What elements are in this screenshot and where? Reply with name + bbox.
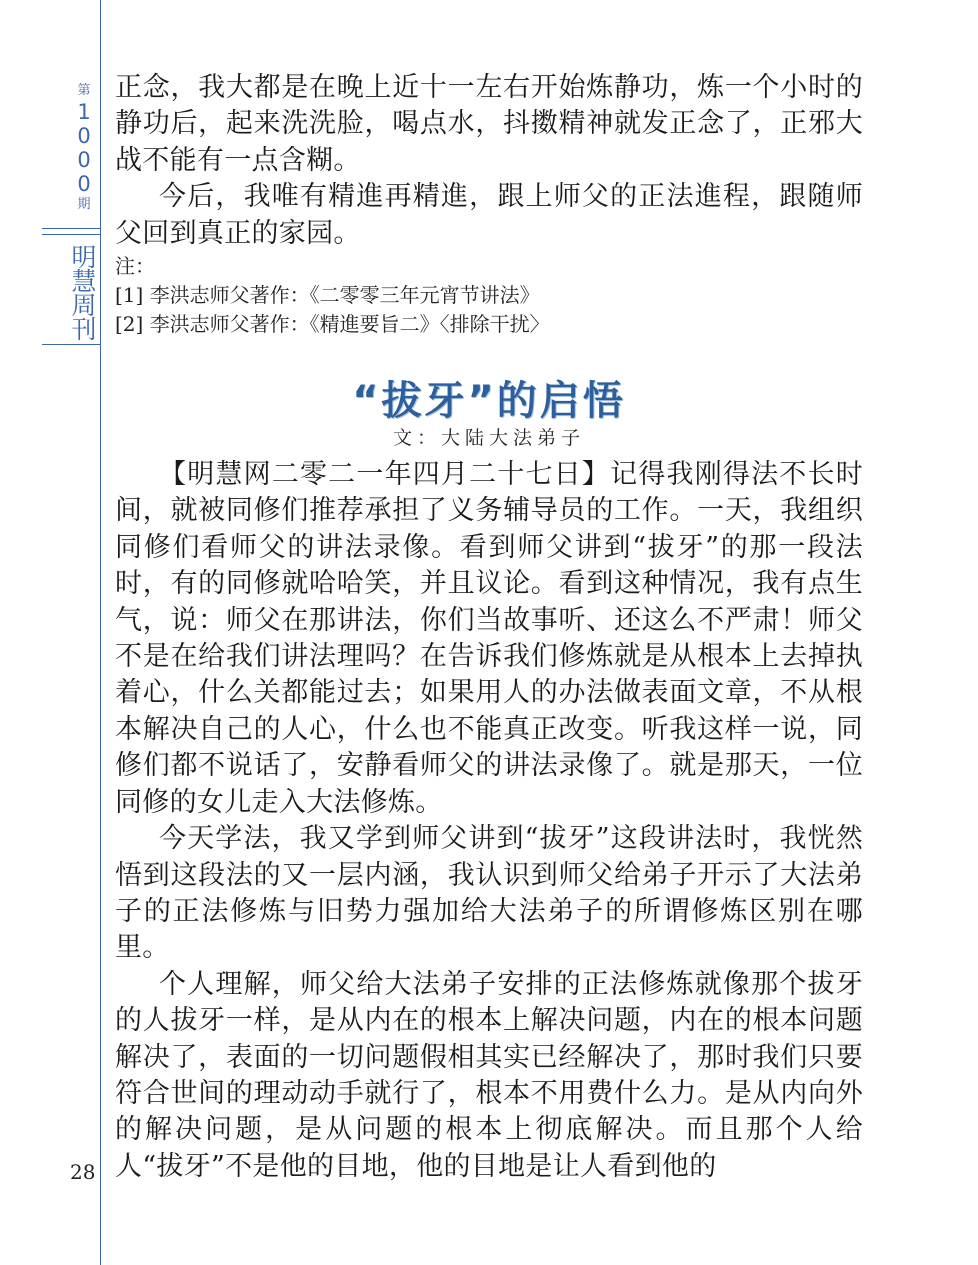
masthead-char: 周 (71, 291, 97, 320)
issue-number (72, 82, 96, 214)
masthead-rule-top-inner (42, 234, 100, 235)
masthead-rule-top (42, 228, 100, 229)
issue-digit: 0 (77, 124, 91, 148)
note-item: [1] 李洪志师父著作：《二零零三年元宵节讲法》 (115, 283, 540, 308)
text-column (115, 70, 863, 1185)
article-paragraph: 今天学法，我又学到师父讲到“拔牙”这段讲法时，我恍然悟到这段法的又一层内涵，我认识到师父给弟子开示了大法弟子的正法修炼与旧势力强加给大法弟子的所谓修炼区别在哪里。 (115, 823, 863, 964)
article-byline: 文：大陆大法弟子 (392, 427, 585, 450)
issue-digit: 0 (77, 172, 91, 196)
article-title: “拔牙”的启悟 (352, 378, 626, 425)
masthead-title (70, 243, 98, 344)
masthead-rule-bottom (42, 344, 100, 345)
page-number: 28 (70, 1160, 96, 1184)
prev-article-paragraph: 正念，我大都是在晚上近十一左右开始炼静功，炼一个小时的静功后，起来洗洗脸，喝点水，抖擞精神就发正念了，正邪大战不能有一点含糊。 (115, 72, 863, 176)
masthead-char: 刊 (71, 315, 97, 344)
issue-suffix: 期 (77, 197, 91, 212)
notes-label: 注： (115, 254, 155, 279)
article-paragraph: 个人理解，师父给大法弟子安排的正法修炼就像那个拔牙的人拔牙一样，是从内在的根本上解决问题，内在的根本问题解决了，表面的一切问题假相其实已经解决了，那时我们只要符合世间的理动动手就行了，根本不用费什么力。是从内向外的解决问题，是从问题的根本上彻底解决。而且那个人给人“拔牙”不是他的目地，他的目地是让人看到他的 (115, 968, 863, 1182)
margin-divider (100, 0, 101, 1265)
article-paragraph: 【明慧网二零二一年四月二十七日】记得我刚得法不长时间，就被同修们推荐承担了义务辅导员的工作。一天，我组织同修们看师父的讲法录像。看到师父讲到“拔牙”的那一段法时，有的同修就哈哈笑，并且议论。看到这种情况，我有点生气，说：师父在那讲法，你们当故事听、还这么不严肃！师父不是在给我们讲法理吗？在告诉我们修炼就是从根本上去掉执着心，什么关都能过去；如果用人的办法做表面文章，不从根本解决自己的人心，什么也不能真正改变。听我这样一说，同修们都不说话了，安静看师父的讲法录像了。就是那天，一位同修的女儿走入大法修炼。 (115, 459, 863, 818)
prev-article-paragraph: 今后，我唯有精進再精進，跟上师父的正法進程，跟随师父回到真正的家园。 (115, 181, 863, 249)
issue-digit: 0 (77, 148, 91, 172)
masthead-char: 明 (71, 243, 97, 272)
issue-prefix: 第 (77, 83, 91, 98)
issue-digit: 1 (77, 100, 91, 124)
masthead-char: 慧 (71, 267, 97, 296)
note-item: [2] 李洪志师父著作：《精進要旨二》〈排除干扰〉 (115, 312, 550, 337)
